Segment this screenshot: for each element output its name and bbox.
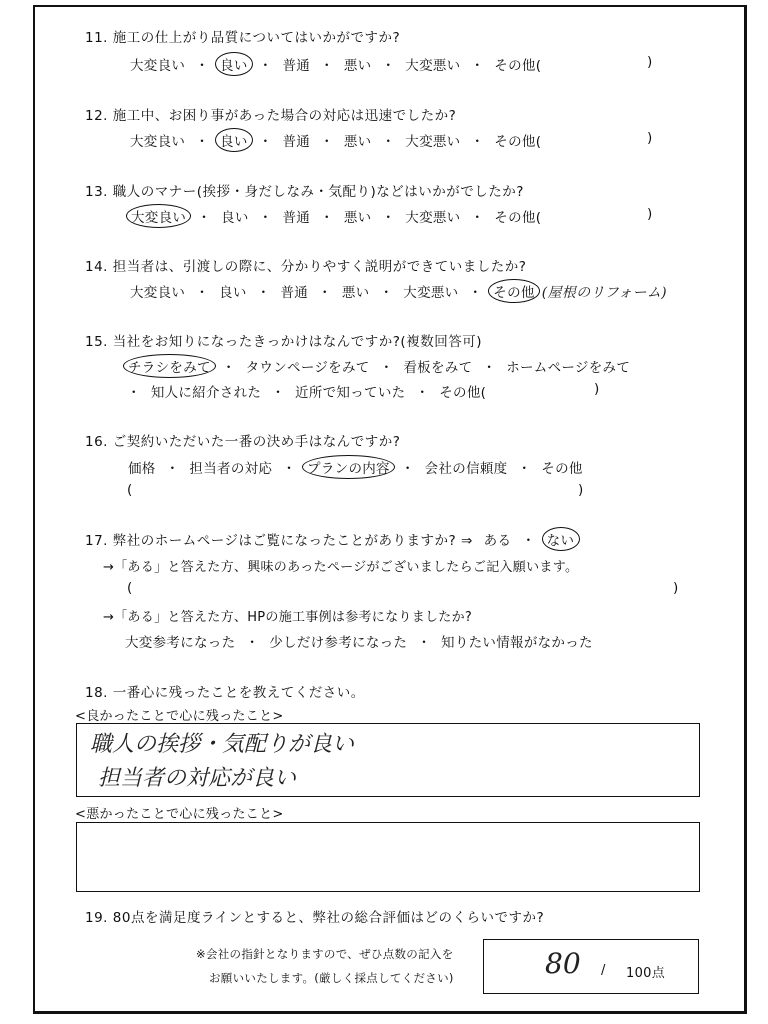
q17-title: 17. 弊社のホームページはご覧になったことがありますか? ⇒ [85,533,473,549]
q18-good-handwritten-1: 職人の挨拶・気配りが良い [90,732,355,757]
q11-option-2[interactable]: 普通 [282,58,311,74]
q19-score-handwritten: 80 [545,947,581,980]
q11-option-4[interactable]: 大変悪い [405,58,461,74]
q17-title-row: 17. 弊社のホームページはご覧になったことがありますか? ⇒ ある ・ ない [85,529,576,549]
q13-option-3[interactable]: 悪い [343,210,372,226]
q14-other-handwritten: (屋根のリフォーム) [541,285,667,301]
q15-option-townpage[interactable]: タウンページをみて [245,360,370,376]
q12-option-0[interactable]: 大変良い [130,134,186,150]
q11-option-1-selected[interactable]: 良い [215,52,253,76]
q18-bad-box[interactable] [76,822,700,892]
q14-option-5-selected[interactable]: その他 [488,279,539,303]
q17-close: ) [673,580,679,596]
q19-slash: / [601,963,606,978]
q15-option-referral[interactable]: 知人に紹介された [150,385,262,401]
q12-option-2[interactable]: 普通 [282,134,311,150]
q12-title: 12. 施工中、お困り事があった場合の対応は迅速でしたか? [85,108,457,124]
q17-sub1: →「ある」と答えた方、興味のあったページがございましたらご記入願います。 [103,560,579,575]
q19-score-box[interactable] [483,939,699,994]
q13-options: 大変良い ・ 良い ・ 普通 ・ 悪い ・ 大変悪い ・ その他( [130,206,541,226]
q17-sub2-option-2[interactable]: 知りたい情報がなかった [441,635,593,651]
q18-bad-label: <悪かったことで心に残ったこと> [75,807,284,822]
q14-option-3[interactable]: 悪い [341,285,370,301]
q15-option-neighborhood[interactable]: 近所で知っていた [295,385,406,401]
q11-option-0[interactable]: 大変良い [130,58,186,74]
q14-option-2[interactable]: 普通 [280,285,309,301]
q16-option-plan-selected[interactable]: プランの内容 [302,455,395,479]
q16-option-price[interactable]: 価格 [128,461,156,477]
q13-option-4[interactable]: 大変悪い [405,210,461,226]
q13-close: ) [647,206,653,222]
q17-sub2: →「ある」と答えた方、HPの施工事例は参考になりましたか? [103,610,473,625]
q14-option-1[interactable]: 良い [219,285,247,301]
q19-title: 19. 80点を満足度ラインとすると、弊社の総合評価はどのくらいですか? [85,910,545,926]
q12-option-3[interactable]: 悪い [343,134,372,150]
q13-option-1[interactable]: 良い [221,210,249,226]
q17-option-yes[interactable]: ある [483,533,512,549]
q17-sub2-option-1[interactable]: 少しだけ参考になった [269,635,408,651]
q12-option-4[interactable]: 大変悪い [405,134,461,150]
q14-options: 大変良い ・ 良い ・ 普通 ・ 悪い ・ 大変悪い ・ その他 (屋根のリフォーム) [130,281,667,302]
q15-close: ) [594,381,600,397]
q17-sub2-option-0[interactable]: 大変参考になった [125,635,236,651]
q12-options: 大変良い ・ 良い ・ 普通 ・ 悪い ・ 大変悪い ・ その他( [130,130,541,150]
q15-line2: ・ 知人に紹介された ・ 近所で知っていた ・ その他( [127,385,487,401]
q13-title: 13. 職人のマナー(挨拶・身だしなみ・気配り)などはいかがでしたか? [85,184,524,200]
q13-option-0-selected[interactable]: 大変良い [126,204,191,228]
q18-good-label: <良かったことで心に残ったこと> [75,709,284,724]
q11-options: 大変良い ・ 良い ・ 普通 ・ 悪い ・ 大変悪い ・ その他( [130,54,541,74]
q14-option-4[interactable]: 大変悪い [403,285,459,301]
q18-title: 18. 一番心に残ったことを教えてください。 [85,685,365,701]
q12-option-5[interactable]: その他( [494,134,542,150]
q19-note1: ※会社の指針となりますので、ぜひ点数の記入を [196,947,454,961]
q14-option-0[interactable]: 大変良い [130,285,186,301]
q15-option-signboard[interactable]: 看板をみて [403,360,473,376]
q17-sub2-options: 大変参考になった ・ 少しだけ参考になった ・ 知りたい情報がなかった [125,635,593,651]
q11-option-5[interactable]: その他( [494,58,542,74]
q12-option-1-selected[interactable]: 良い [215,128,253,152]
q16-open: ( [127,482,133,498]
q15-option-other[interactable]: その他( [439,385,487,401]
q12-close: ) [647,130,653,146]
q15-title: 15. 当社をお知りになったきっかけはなんですか?(複数回答可) [85,334,482,350]
q13-option-5[interactable]: その他( [494,210,542,226]
q16-option-other[interactable]: その他 [541,461,583,477]
q15-line1: チラシをみて ・ タウンページをみて ・ 看板をみて ・ ホームページをみて [127,356,630,376]
q19-max: 100点 [626,966,666,981]
q15-option-flyer-selected[interactable]: チラシをみて [123,354,216,378]
q15-option-homepage[interactable]: ホームページをみて [506,360,631,376]
q18-good-handwritten-2: 担当者の対応が良い [98,766,297,791]
q11-option-3[interactable]: 悪い [343,58,372,74]
q16-option-trust[interactable]: 会社の信頼度 [424,461,508,477]
q19-note2: お願いいたします。(厳しく採点してください) [209,971,454,985]
q16-close: ) [578,482,584,498]
q17-option-no-selected[interactable]: ない [542,527,580,551]
q11-close: ) [647,54,653,70]
q16-option-staff[interactable]: 担当者の対応 [189,461,273,477]
q16-title: 16. ご契約いただいた一番の決め手はなんですか? [85,434,401,450]
q11-title: 11. 施工の仕上がり品質についてはいかがですか? [85,30,401,46]
q16-options: 価格 ・ 担当者の対応 ・ プランの内容 ・ 会社の信頼度 ・ その他 [128,457,583,477]
q17-open: ( [127,580,133,596]
q14-title: 14. 担当者は、引渡しの際に、分かりやすく説明ができていましたか? [85,259,527,275]
q13-option-2[interactable]: 普通 [282,210,311,226]
